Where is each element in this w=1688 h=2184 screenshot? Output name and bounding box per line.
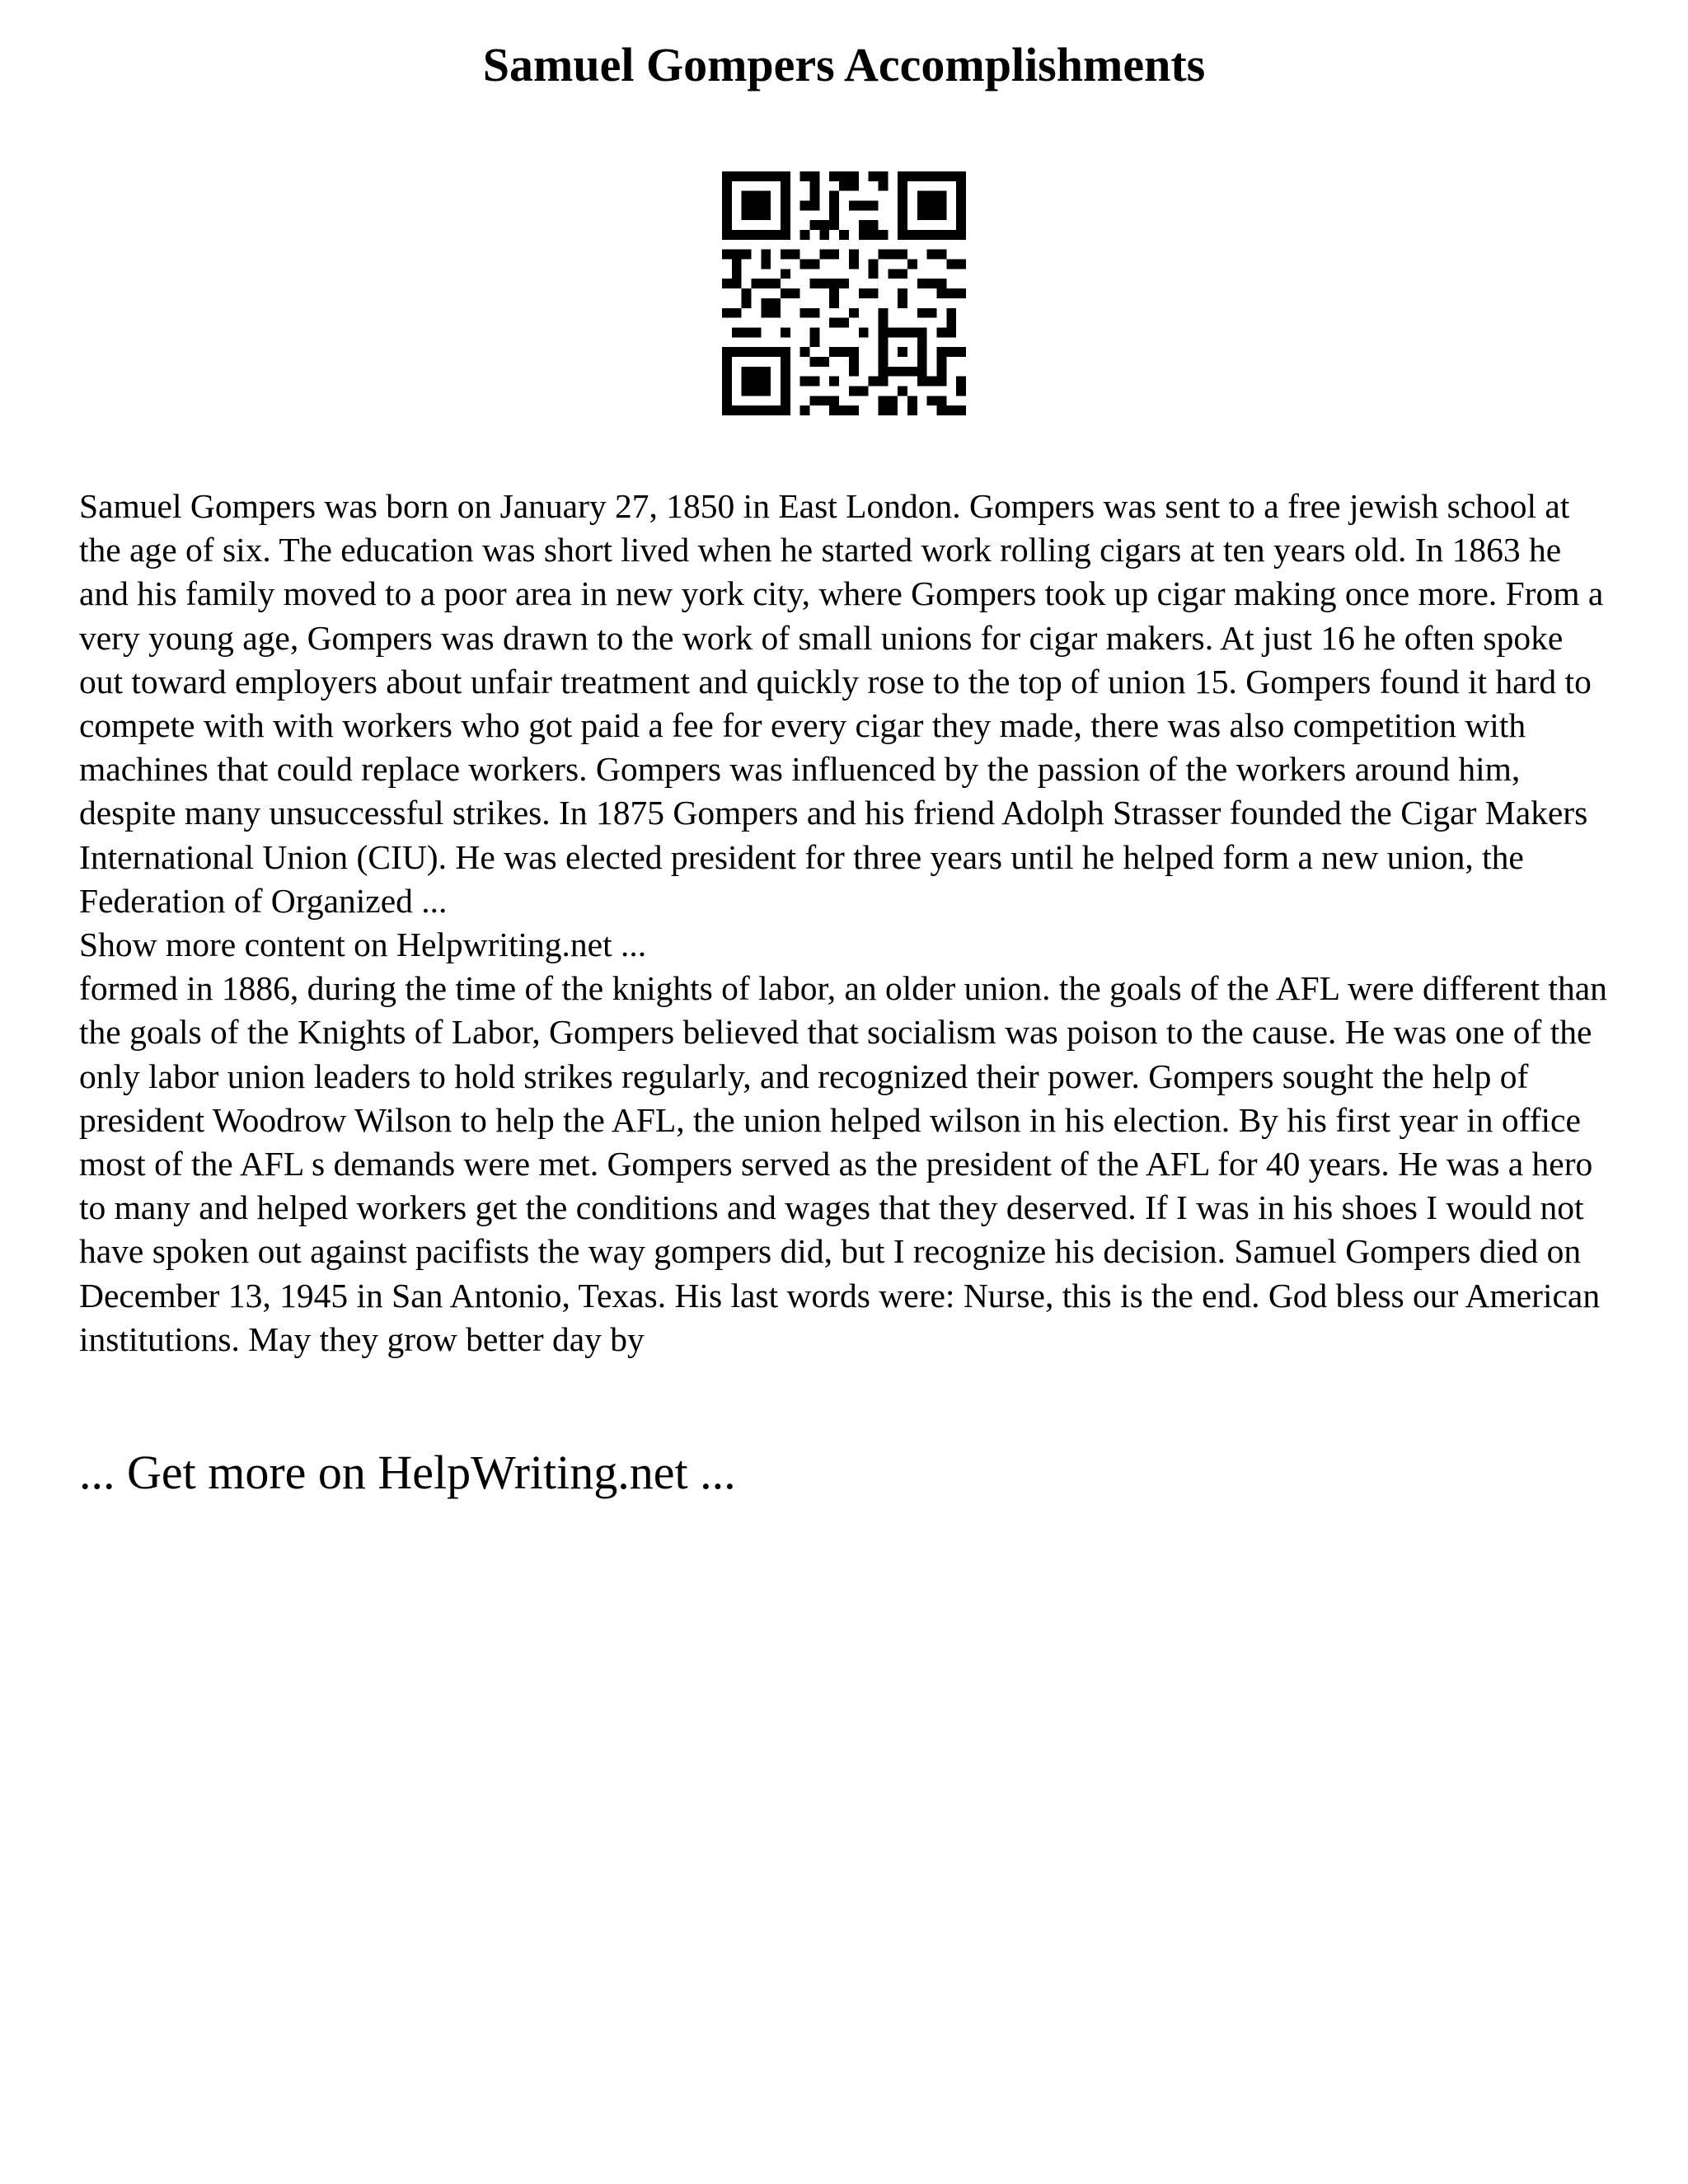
get-more-link[interactable]: ... Get more on HelpWriting.net ...: [79, 1446, 736, 1499]
page-title: Samuel Gompers Accomplishments: [482, 38, 1206, 91]
qr-code-icon: [722, 171, 966, 415]
show-more-link[interactable]: Show more content on Helpwriting.net ...: [79, 926, 647, 964]
paragraph-continued: formed in 1886, during the time of the knights of labor, an older union. the goals of the AFL were different than the goals of the Knights of Labor, Gompers believed that socialism was poison to the cause. He was one of the only labor union leaders to hold strikes regularly, and recognized their power. Gompers sought the help of president Woodrow Wilson to help the AFL, the union helped wilson in his election. By his first year in office most of the AFL s demands were met. Gompers served as the president of the AFL for 40 years. He was a hero to many and helped workers get the conditions and wages that they deserved. If I was in his shoes I would not have spoken out against pacifists the way gompers did, but I recognize his decision. Samuel Gompers died on December 13, 1945 in San Antonio, Texas. His last words were: Nurse, this is the end. God bless our American institutions. May they grow better day by: [79, 969, 1607, 1358]
paragraph-intro: Samuel Gompers was born on January 27, 1850 in East London. Gompers was sent to a free jewish school at the age of six. The education was short lived when he started work rolling cigars at ten years old. In 1863 he and his family moved to a poor area in new york city, where Gompers took up cigar making once more. From a very young age, Gompers was drawn to the work of small unions for cigar makers. At just 16 he often spoke out toward employers about unfair treatment and quickly rose to the top of union 15. Gompers found it hard to compete with with workers who got paid a fee for every cigar they made, there was also competition with machines that could replace workers. Gompers was influenced by the passion of the workers around him, despite many unsuccessful strikes. In 1875 Gompers and his friend Adolph Strasser founded the Cigar Makers International Union (CIU). He was elected president for three years until he helped form a new union, the Federation of Organized ...: [79, 487, 1604, 920]
article-body: [79, 485, 1612, 1361]
